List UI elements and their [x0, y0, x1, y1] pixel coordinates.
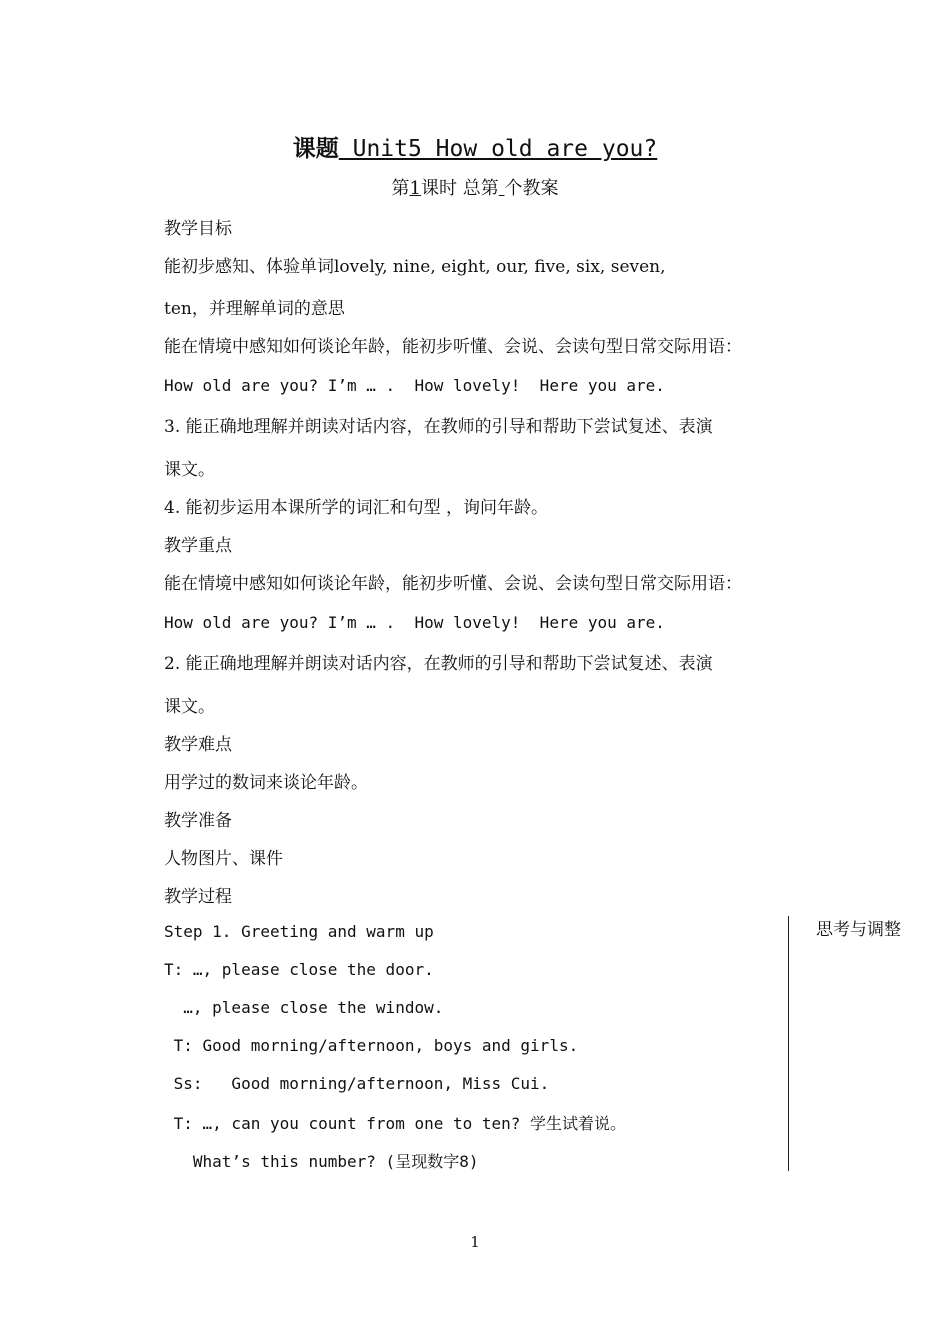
preparation-line: 人物图片、课件	[164, 849, 283, 869]
section-heading-preparation: 教学准备	[164, 811, 232, 831]
process-line: T: Good morning/afternoon, boys and girls.	[164, 1036, 579, 1055]
process-line: Step 1. Greeting and warm up	[164, 922, 434, 941]
key-point-line: 2. 能正确地理解并朗读对话内容，在教师的引导和帮助下尝试复述、表演	[164, 654, 713, 674]
process-line: T: …, can you count from one to ten? 学生试着说。	[164, 1114, 627, 1133]
process-line: Ss: Good morning/afternoon, Miss Cui.	[164, 1074, 550, 1093]
section-heading-process: 教学过程	[164, 887, 232, 907]
objective-line: 4. 能初步运用本课所学的词汇和句型 ，询问年龄。	[164, 498, 549, 518]
key-point-line: How old are you? I’m … . How lovely! Here you are.	[164, 613, 665, 632]
key-point-line: 能在情境中感知如何谈论年龄，能初步听懂、会说、会读句型日常交际用语：	[164, 574, 742, 594]
margin-note-heading: 思考与调整	[816, 920, 901, 940]
subtitle-part-e: 个教案	[504, 178, 559, 199]
process-line: …, please close the window.	[164, 998, 444, 1017]
section-heading-objectives: 教学目标	[164, 219, 232, 239]
difficulty-line: 用学过的数词来谈论年龄。	[164, 773, 368, 793]
page-number: 1	[470, 1233, 480, 1251]
subtitle-part-a: 第	[391, 178, 410, 199]
objective-line: How old are you? I’m … . How lovely! Here you are.	[164, 376, 665, 395]
objective-line: 课文。	[164, 460, 215, 480]
title-text: Unit5 How old are you?	[338, 136, 658, 162]
objective-line: 能在情境中感知如何谈论年龄，能初步听懂、会说、会读句型日常交际用语：	[164, 337, 742, 357]
lesson-subtitle	[0, 174, 950, 200]
lesson-title	[0, 130, 950, 163]
title-prefix: 课题	[292, 136, 339, 162]
section-heading-difficulties: 教学难点	[164, 735, 232, 755]
process-line: T: …, please close the door.	[164, 960, 434, 979]
key-point-line: 课文。	[164, 697, 215, 717]
objective-line: 能初步感知、体验单词lovely, nine, eight, our, five, six, seven,	[164, 257, 666, 277]
objective-line: ten，并理解单词的意思	[164, 299, 345, 319]
section-heading-key-points: 教学重点	[164, 536, 232, 556]
margin-divider	[788, 916, 789, 1171]
objective-line: 3. 能正确地理解并朗读对话内容，在教师的引导和帮助下尝试复述、表演	[164, 417, 713, 437]
lesson-period-number: 1	[409, 178, 421, 199]
process-line: What’s this number? (呈现数字8)	[164, 1152, 479, 1171]
subtitle-part-c: 课时 总第	[420, 178, 499, 199]
